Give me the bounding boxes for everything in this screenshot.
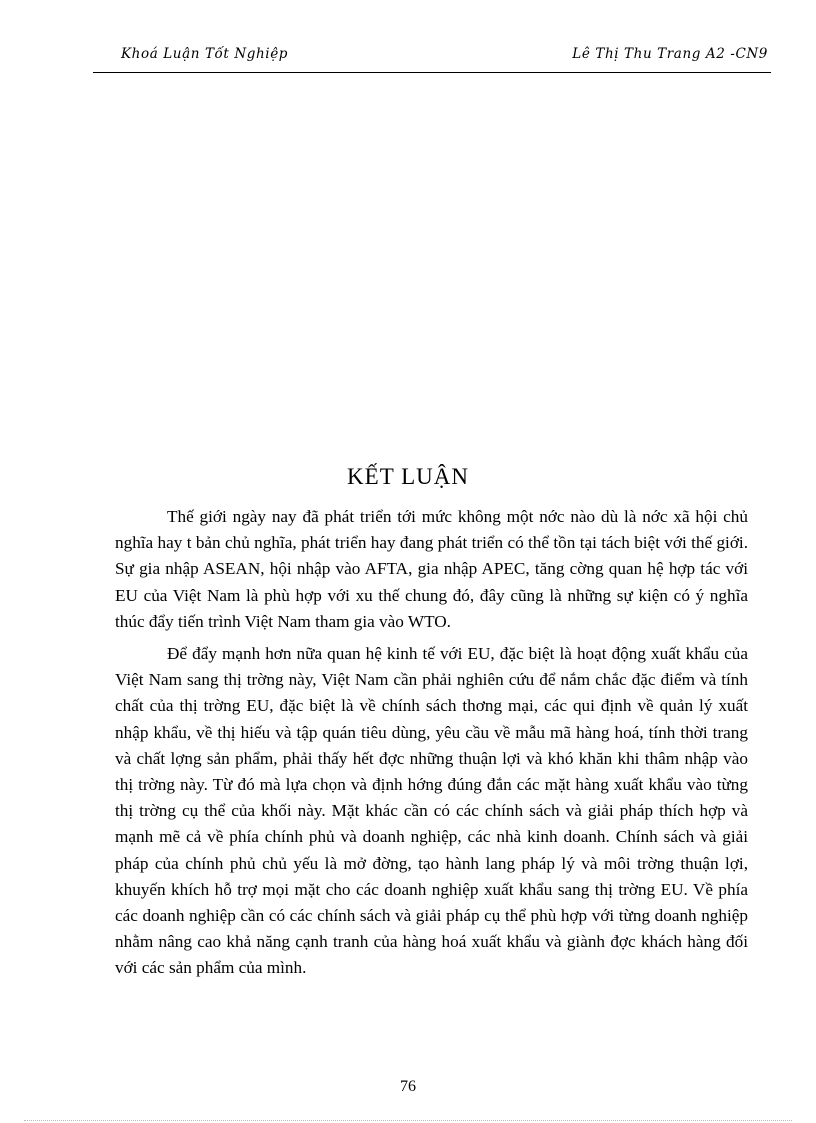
header-thesis-label: Khoá Luận Tốt Nghiệp — [121, 46, 289, 62]
page-header — [93, 44, 771, 70]
paragraph-2: Để đẩy mạnh hơn nữa quan hệ kinh tế với EU, đặc biệt là hoạt động xuất khẩu của Việt Nam sang thị trờng này, Việt Nam cần phải nghiên cứu để nắm chắc đặc điểm và tính chất của thị trờng EU, đặc biệt là về chính sách thơng mại, các qui định về quản lý xuất nhập khẩu, về thị hiếu và tập quán tiêu dùng, yêu cầu về mẫu mã hàng hoá, tính thời trang và chất lợng sản phẩm, phải thấy hết đợc những thuận lợi và khó khăn khi thâm nhập vào thị trờng này. Từ đó mà lựa chọn và định hớng đúng đắn các mặt hàng xuất khẩu vào từng thị trờng cụ thể của khối này. Mặt khác cần có các chính sách và giải pháp thích hợp và mạnh mẽ cả về phía chính phủ và doanh nghiệp, các nhà kinh doanh. Chính sách và giải pháp của chính phủ chủ yếu là mở đờng, tạo hành lang pháp lý và môi trờng thuận lợi, khuyến khích hỗ trợ mọi mặt cho các doanh nghiệp xuất khẩu sang thị trờng EU. Về phía các doanh nghiệp cần có các chính sách và giải pháp cụ thể phù hợp với từng doanh nghiệp nhằm nâng cao khả năng cạnh tranh của hàng hoá xuất khẩu và giành đợc khách hàng đối với các sản phẩm của mình. — [115, 644, 748, 978]
page-number: 76 — [400, 1078, 416, 1095]
header-divider — [93, 72, 771, 73]
body-text — [115, 504, 748, 988]
section-title: KẾT LUẬN — [347, 464, 469, 489]
paragraph-1: Thế giới ngày nay đã phát triển tới mức không một nớc nào dù là nớc xã hội chủ nghĩa hay t bản chủ nghĩa, phát triển hay đang phát triển có thể tồn tại tách biệt với thế giới. Sự gia nhập ASEAN, hội nhập vào AFTA, gia nhập APEC, tăng cờng quan hệ hợp tác với EU của Việt Nam là phù hợp với xu thế chung đó, đây cũng là những sự kiện có ý nghĩa thúc đẩy tiến trình Việt Nam tham gia vào WTO. — [115, 507, 748, 631]
footer-divider — [24, 1120, 792, 1121]
header-author-label: Lê Thị Thu Trang A2 -CN9 — [572, 46, 768, 62]
